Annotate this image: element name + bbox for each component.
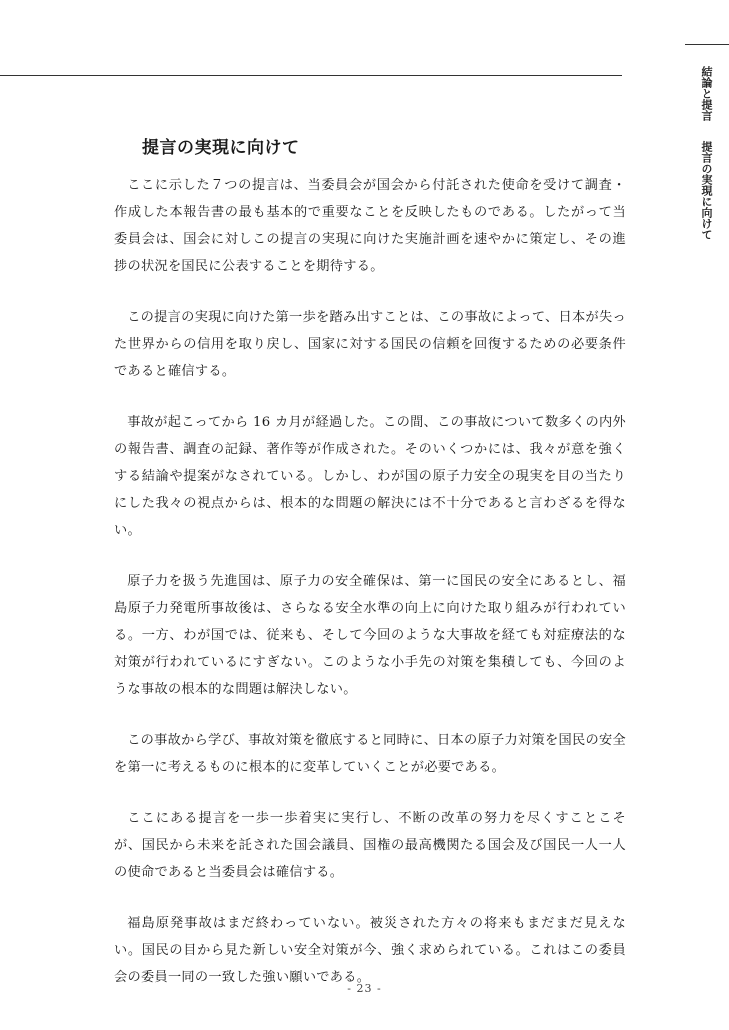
paragraph-3: 事故が起こってから 16 カ月が経過した。この間、この事故について数多くの内外の報告書、調査の記録、著作等が作成された。そのいくつかには、我々が意を強くする結論や提案がなされている。しかし、わが国の原子力安全の現実を目の当たりにした我々の視点からは、根本的な問題の解決には不十分であると言わざるを得ない。 bbox=[114, 415, 626, 538]
header-rule bbox=[0, 75, 622, 76]
chapter-side-tab bbox=[698, 66, 714, 240]
paragraph-1: ここに示した７つの提言は、当委員会が国会から付託された使命を受けて調査・作成した本報告書の最も基本的で重要なことを反映したものである。したがって当委員会は、国会に対しこの提言の実現に向けた実施計画を速やかに策定し、その進捗の状況を国民に公表することを期待する。 bbox=[114, 178, 626, 274]
paragraph-2: この提言の実現に向けた第一歩を踏み出すことは、この事故によって、日本が失った世界からの信用を取り戻し、国家に対する国民の信頼を回復するための必要条件であると確信する。 bbox=[114, 310, 626, 379]
page-number: - 23 - bbox=[347, 982, 382, 995]
paragraph-7: 福島原発事故はまだ終わっていない。被災された方々の将来もまだまだ見えない。国民の目から見た新しい安全対策が今、強く求められている。これはこの委員会の委員一同の一致した強い願いである。 bbox=[114, 916, 626, 985]
paragraph-6: ここにある提言を一歩一歩着実に実行し、不断の改革の努力を尽くすことこそが、国民から未来を託された国会議員、国権の最高機関たる国会及び国民一人一人の使命であると当委員会は確信する。 bbox=[114, 811, 626, 880]
side-tab-section: 提言の実現に向けて bbox=[700, 141, 713, 240]
body-text bbox=[114, 172, 626, 1015]
paragraph-4: 原子力を扱う先進国は、原子力の安全確保は、第一に国民の安全にあるとし、福島原子力発電所事故後は、さらなる安全水準の向上に向けた取り組みが行われている。一方、わが国では、従来も、そして今回のような大事故を経ても対症療法的な対策が行われているにすぎない。このような小手先の対策を集積しても、今回のような事故の根本的な問題は解決しない。 bbox=[114, 574, 626, 697]
corner-rule bbox=[685, 44, 729, 45]
paragraph-5: この事故から学び、事故対策を徹底すると同時に、日本の原子力対策を国民の安全を第一に考えるものに根本的に変革していくことが必要である。 bbox=[114, 733, 626, 775]
section-title: 提言の実現に向けて bbox=[142, 138, 300, 158]
side-tab-chapter: 結論と提言 bbox=[700, 66, 713, 121]
